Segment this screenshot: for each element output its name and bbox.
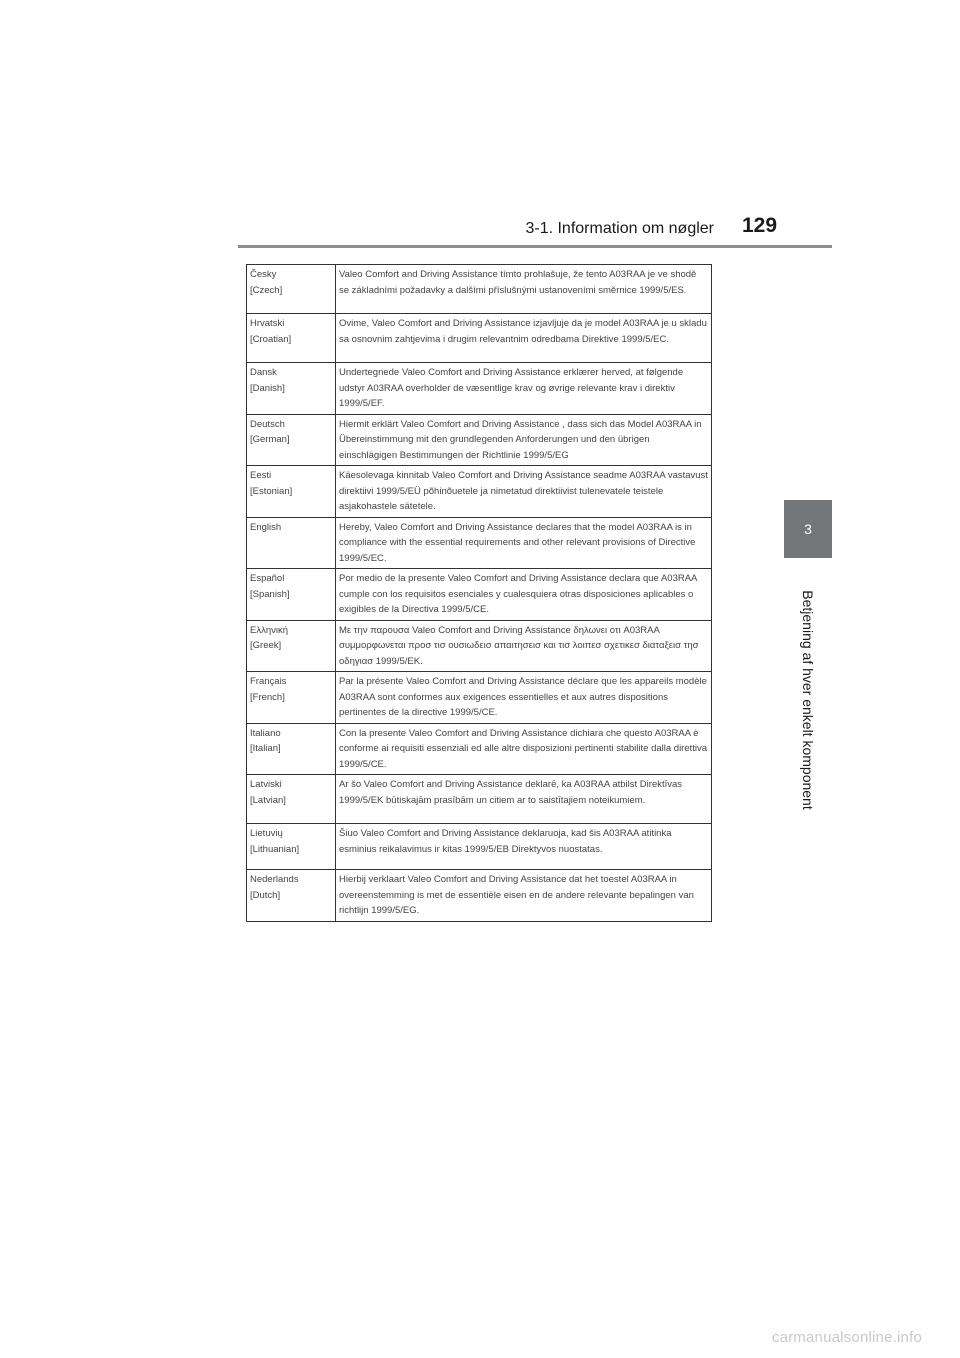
declaration-text: Undertegnede Valeo Comfort and Driving Assistance erklærer herved, at følgende udstyr A03RAA overholder de væsentlige krav og øvrige relevante krav i direktiv 1999/5/EF. xyxy=(336,363,712,415)
table-row xyxy=(247,824,712,870)
language-cell xyxy=(247,414,336,466)
declaration-text: Hierbij verklaart Valeo Comfort and Driving Assistance dat het toestel A03RAA in overeenstemming is met de essentiële eisen en de andere relevante bepalingen van richtlijn 1999/5/EG. xyxy=(336,870,712,922)
language-name: Hrvatski xyxy=(250,318,285,329)
language-english: [Danish] xyxy=(250,382,285,394)
table-row xyxy=(247,723,712,775)
language-cell xyxy=(247,517,336,569)
chapter-number: 3 xyxy=(804,521,812,537)
declaration-text: Por medio de la presente Valeo Comfort and Driving Assistance declara que A03RAA cumple con los requisitos esenciales y cualesquiera otras disposiciones aplicables o exigibles de la Directiva 1999/5/CE. xyxy=(336,569,712,621)
language-cell xyxy=(247,870,336,922)
language-name: Latviski xyxy=(250,779,282,790)
language-cell xyxy=(247,466,336,518)
watermark: carmanualsonline.info xyxy=(771,1329,922,1346)
language-english: [German] xyxy=(250,434,290,445)
language-cell xyxy=(247,620,336,672)
table-row xyxy=(247,314,712,363)
language-english: [Lithuanian] xyxy=(250,843,300,855)
language-name: Lietuvių xyxy=(250,828,283,839)
language-english: [Estonian] xyxy=(250,485,293,497)
language-cell xyxy=(247,314,336,363)
language-english: [Czech] xyxy=(250,284,283,296)
language-cell xyxy=(247,265,336,314)
language-name: English xyxy=(250,521,282,533)
declaration-text: Par la présente Valeo Comfort and Driving Assistance déclare que les appareils modèle A03RAA sont conformes aux exigences essentielles et aux autres dispositions pertinentes de la directive 1999/5/CE. xyxy=(336,672,712,724)
language-name: Español xyxy=(250,573,285,584)
declaration-text: Ar šo Valeo Comfort and Driving Assistance deklarē, ka A03RAA atbilst Direktīvas 1999/5/EK būtiskajām prasībām un citiem ar to saistītajiem noteikumiem. xyxy=(336,775,712,824)
declaration-text: Με την παρουσα Valeo Comfort and Driving Assistance δηλωνει οτι A03RAA συμμορφωνεται προσ τισ ουσιωδεισ απαιτησεισ και τισ λοιπεσ σχετικεσ διαταξεισ τησ οδηγιασ 1999/5/ΕΚ. xyxy=(336,620,712,672)
language-english: [Italian] xyxy=(250,743,281,754)
table-row xyxy=(247,569,712,621)
language-cell xyxy=(247,723,336,775)
declaration-text: Ovime, Valeo Comfort and Driving Assistance izjavljuje da je model A03RAA je u skladu sa osnovnim zahtjevima i drugim relevantnim odredbama Direktive 1999/5/EC. xyxy=(336,314,712,363)
language-cell xyxy=(247,775,336,824)
language-cell xyxy=(247,363,336,415)
language-name: Ελληνική xyxy=(250,624,289,636)
table-row xyxy=(247,775,712,824)
table-row xyxy=(247,265,712,314)
page-number: 129 xyxy=(742,214,778,237)
language-english: [Latvian] xyxy=(250,794,286,806)
language-english: [French] xyxy=(250,691,285,703)
language-cell xyxy=(247,569,336,621)
table-row xyxy=(247,517,712,569)
language-name: Italiano xyxy=(250,727,281,739)
declarations-table xyxy=(246,264,712,922)
declaration-text: Hereby, Valeo Comfort and Driving Assistance declares that the model A03RAA is in compliance with the essential requirements and other relevant provisions of Directive 1999/5/EC. xyxy=(336,517,712,569)
table-row xyxy=(247,414,712,466)
declaration-text: Käesolevaga kinnitab Valeo Comfort and Driving Assistance seadme A03RAA vastavust direktiivi 1999/5/EÜ põhinõuetele ja nimetatud direktiivist tulenevatele teistele asjakohastele sätetele. xyxy=(336,466,712,518)
language-name: Nederlands xyxy=(250,874,299,885)
declaration-text: Valeo Comfort and Driving Assistance tímto prohlašuje, že tento A03RAA je ve shodě se základními požadavky a dalšími příslušnými ustanoveními směrnice 1999/5/ES. xyxy=(336,265,712,314)
language-english: [Dutch] xyxy=(250,889,281,901)
language-name: Français xyxy=(250,676,287,687)
language-name: Česky xyxy=(250,269,277,280)
language-cell xyxy=(247,672,336,724)
declaration-text: Hiermit erklärt Valeo Comfort and Driving Assistance , dass sich das Model A03RAA in Übereinstimmung mit den grundlegenden Anforderungen und den übrigen einschlägigen Bestimmungen der Richtlinie 1999/5/EG xyxy=(336,414,712,466)
language-name: Eesti xyxy=(250,470,272,481)
header-rule xyxy=(238,245,832,248)
table-row xyxy=(247,620,712,672)
section-title: 3-1. Information om nøgler xyxy=(525,220,714,237)
table-row xyxy=(247,672,712,724)
declaration-text: Šiuo Valeo Comfort and Driving Assistance deklaruoja, kad šis A03RAA atitinka esminius reikalavimus ir kitas 1999/5/EB Direktyvos nuostatas. xyxy=(336,824,712,870)
language-english: [Greek] xyxy=(250,640,282,651)
language-name: Dansk xyxy=(250,367,277,378)
table-row xyxy=(247,870,712,922)
language-english: [Croatian] xyxy=(250,333,292,345)
language-cell xyxy=(247,824,336,870)
table-row xyxy=(247,466,712,518)
declaration-text: Con la presente Valeo Comfort and Driving Assistance dichiara che questo A03RAA è conforme ai requisiti essenziali ed alle altre disposizioni pertinenti stabilite dalla direttiva 1999/5/CE. xyxy=(336,723,712,775)
page-header xyxy=(0,0,960,250)
chapter-label: Betjening af hver enkelt komponent xyxy=(800,590,816,810)
language-english: [Spanish] xyxy=(250,588,290,600)
table-row xyxy=(247,363,712,415)
chapter-tab xyxy=(784,500,832,558)
language-name: Deutsch xyxy=(250,418,285,430)
